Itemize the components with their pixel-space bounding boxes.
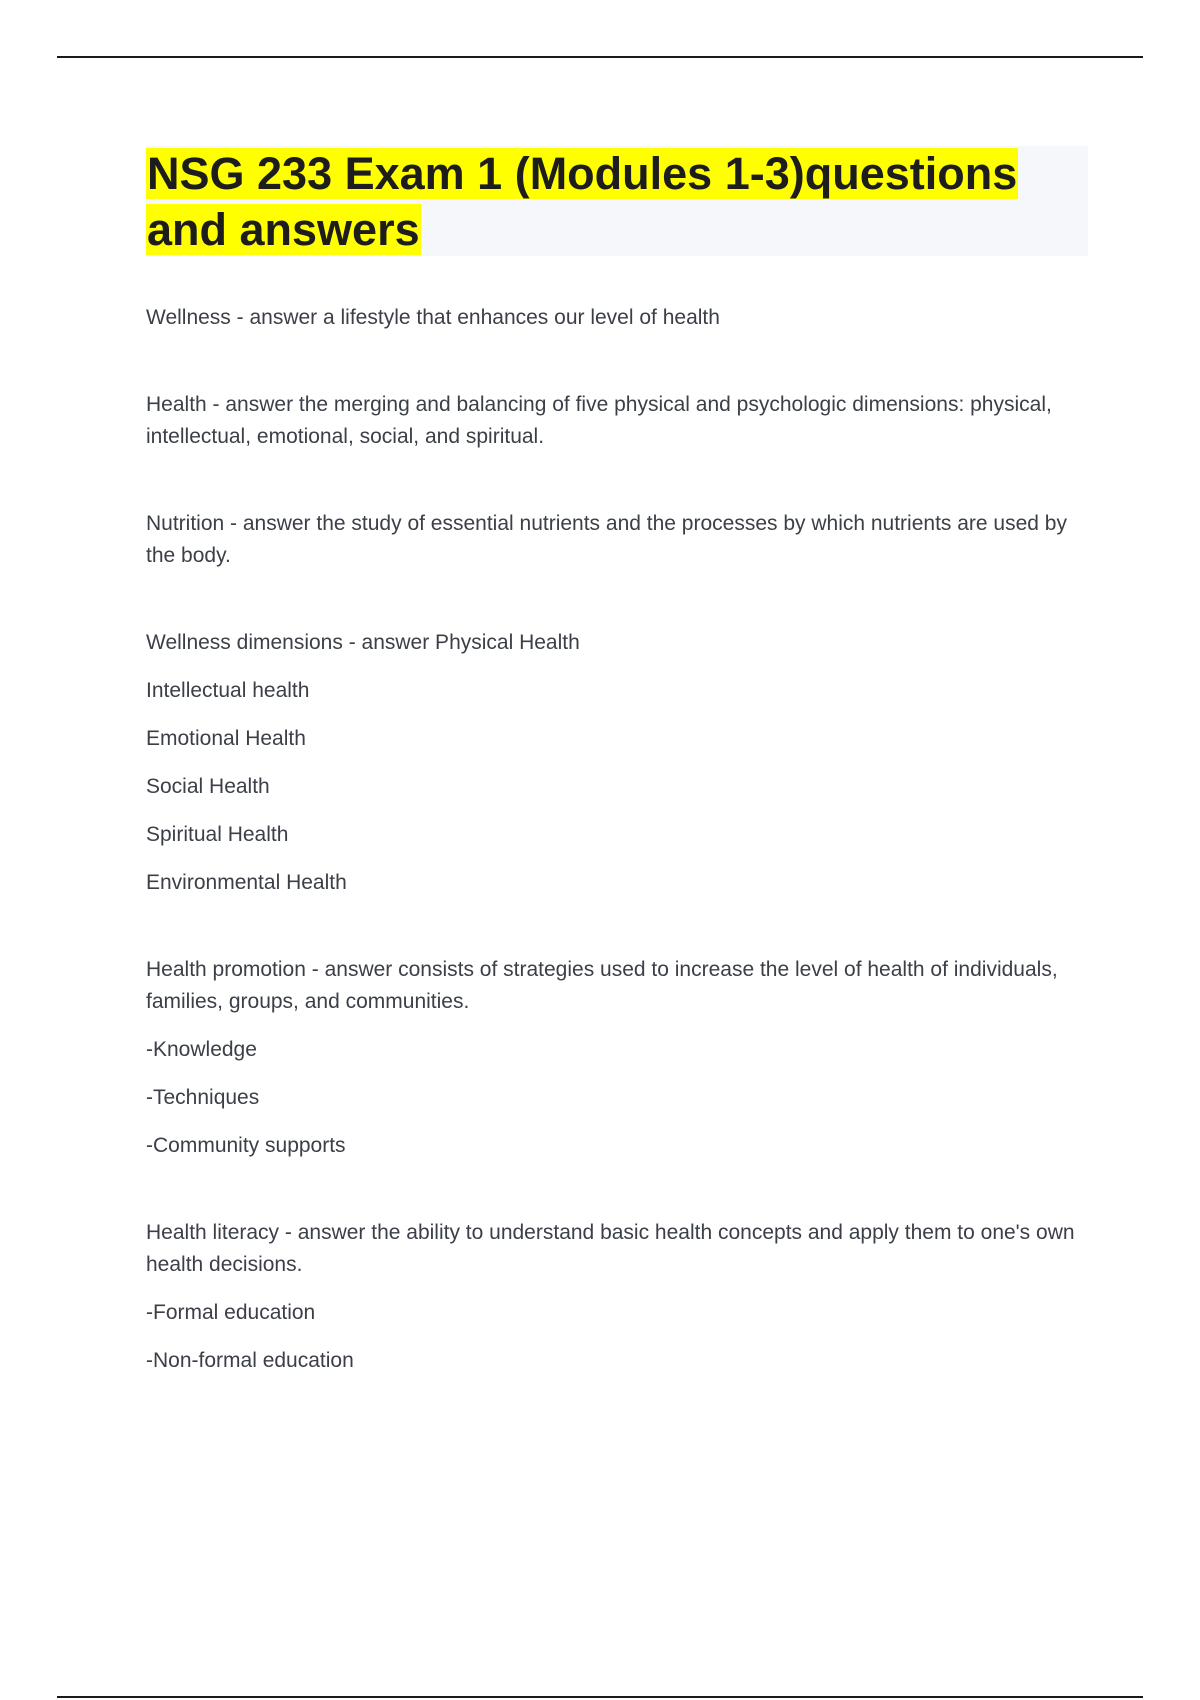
qa-health: Health - answer the merging and balancing of five physical and psychologic dimensions: physical, intellectual, emotional, social, and spiritual. [146, 393, 1052, 448]
qa-wellness: Wellness - answer a lifestyle that enhances our level of health [146, 306, 720, 329]
bottom-rule [57, 1696, 1143, 1698]
list-item: -Formal education [146, 1301, 316, 1324]
qa-health-literacy: Health literacy - answer the ability to understand basic health concepts and apply them to one's own health decisions. [146, 1221, 1075, 1276]
list-item: Social Health [146, 775, 270, 798]
qa-wellness-dimensions: Wellness dimensions - answer Physical Health [146, 631, 580, 654]
list-item: Emotional Health [146, 727, 306, 750]
list-item: Intellectual health [146, 679, 310, 702]
list-item: -Community supports [146, 1134, 346, 1157]
title-highlight: NSG 233 Exam 1 (Modules 1-3)questions and answers [147, 148, 1018, 255]
qa-health-promotion: Health promotion - answer consists of strategies used to increase the level of health of individuals, families, groups, and communities. [146, 958, 1058, 1013]
list-item: -Non-formal education [146, 1349, 354, 1372]
document-body [146, 302, 1096, 1377]
list-item: Environmental Health [146, 871, 347, 894]
list-item: -Techniques [146, 1086, 260, 1109]
title-block [146, 146, 1088, 256]
document-title [146, 146, 1088, 258]
list-item: Spiritual Health [146, 823, 289, 846]
list-item: -Knowledge [146, 1038, 257, 1061]
qa-nutrition: Nutrition - answer the study of essential nutrients and the processes by which nutrients are used by the body. [146, 512, 1067, 567]
top-rule [57, 56, 1143, 58]
